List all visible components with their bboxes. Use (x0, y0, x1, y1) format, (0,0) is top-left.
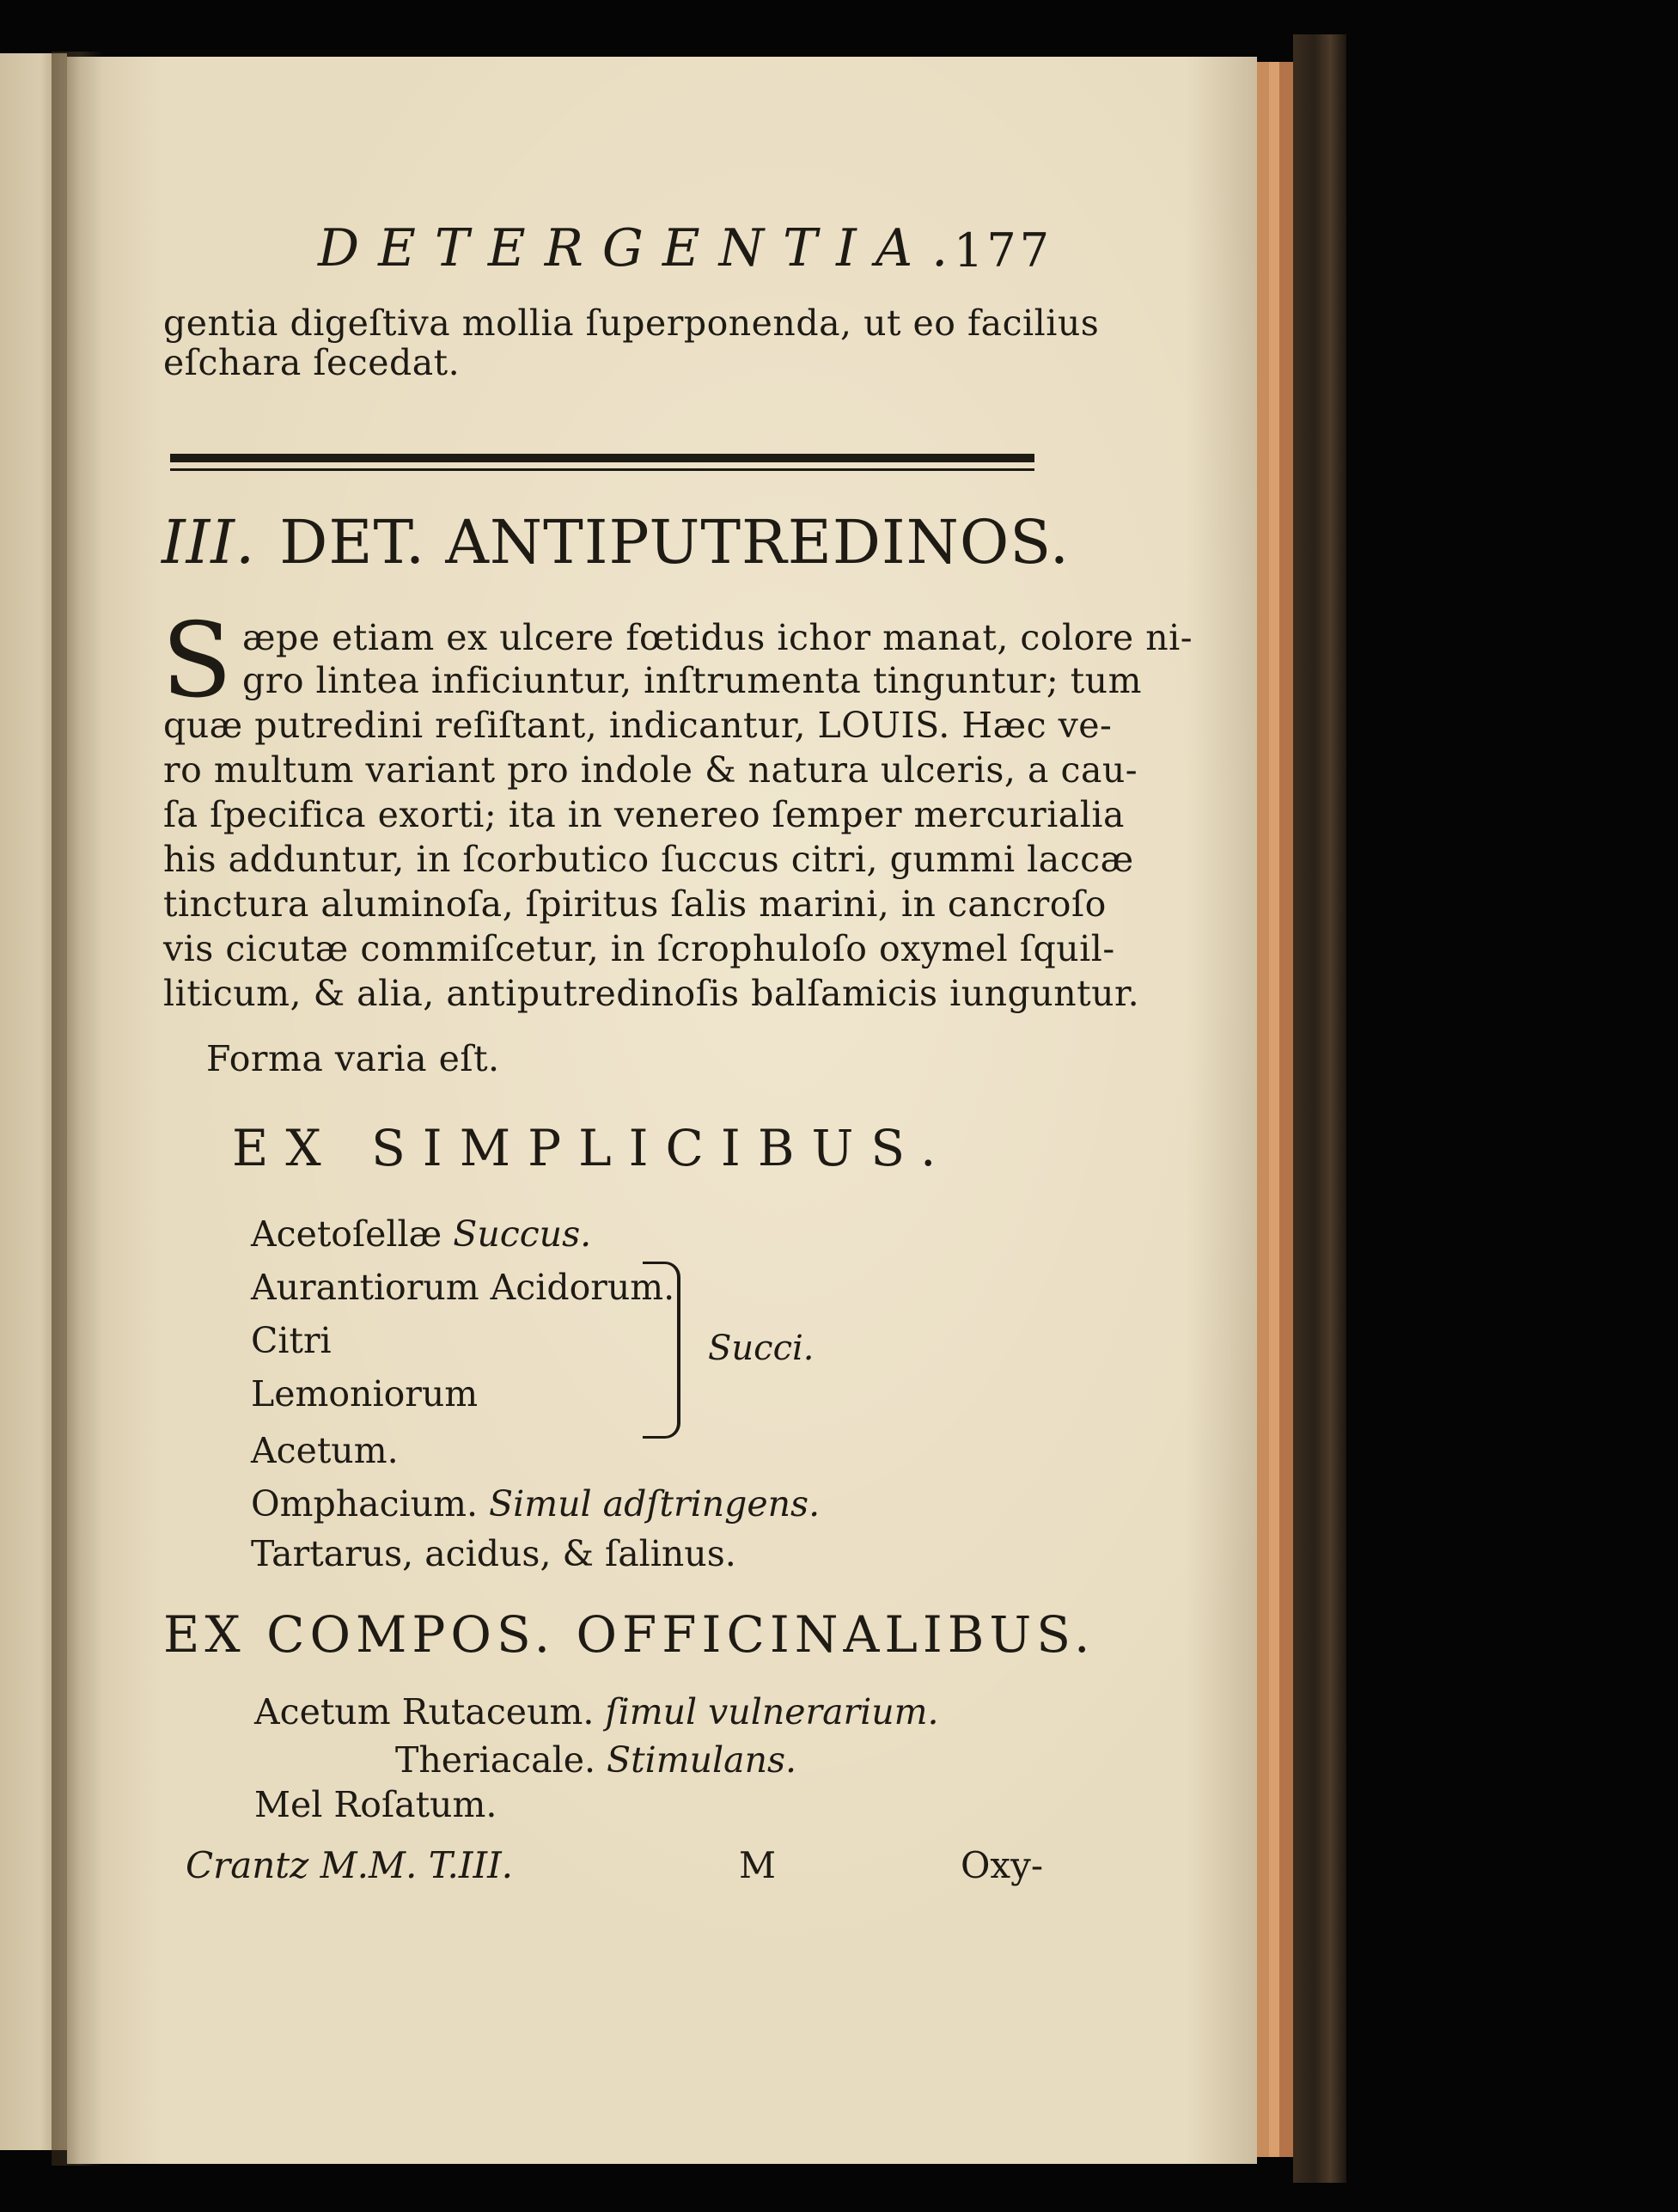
section-title-text: DET. ANTIPUTREDINOS. (279, 507, 1070, 577)
list-item (395, 1739, 796, 1781)
list-item: Mel Roſatum. (254, 1784, 497, 1825)
page-edges-2 (1269, 62, 1279, 2157)
item-name: Theriacale. (395, 1739, 595, 1781)
item-name: Acetum Rutaceum. (254, 1691, 595, 1732)
running-head: DETERGENTIA. (318, 218, 967, 278)
brace (643, 1262, 680, 1439)
list-item: Citri (251, 1320, 332, 1361)
paragraph-line: gro lintea inficiuntur, inſtrumenta tinguntur; tum (242, 660, 1142, 701)
item-note: ſimul vulnerarium. (605, 1691, 939, 1732)
list-item: Tartarus, acidus, & ſalinus. (251, 1533, 736, 1574)
list-item (251, 1213, 591, 1255)
heading-officinalibus: EX COMPOS. OFFICINALIBUS. (163, 1605, 1095, 1664)
paragraph-line: æpe etiam ex ulcere fœtidus ichor manat, colore ni- (242, 617, 1193, 658)
intro-line: eſchara ſecedat. (163, 342, 461, 383)
list-item (251, 1483, 820, 1525)
item-name: Omphacium. (251, 1483, 478, 1525)
section-number: III. (162, 507, 256, 577)
paragraph-line: ro multum variant pro indole & natura ulceris, a cau- (163, 749, 1138, 791)
item-note: Stimulans. (607, 1739, 797, 1781)
intro-line: gentia digeſtiva mollia ſuperponenda, ut eo facilius (163, 302, 1100, 344)
item-note: Simul adſtringens. (489, 1483, 821, 1525)
catchword: Oxy- (961, 1844, 1044, 1886)
item-note: Succus. (453, 1213, 592, 1255)
heading-simplicibus: EX SIMPLICIBUS. (232, 1119, 954, 1177)
signature-mark: M (739, 1844, 777, 1886)
paragraph-line: vis cicutæ commiſcetur, in ſcrophuloſo oxymel ſquil- (163, 928, 1115, 969)
item-name: Acetoſellæ (251, 1213, 442, 1255)
paragraph-line: quæ putredini reſiſtant, indicantur, LOUIS. Hæc ve- (163, 705, 1113, 746)
page-number: 177 (954, 223, 1053, 278)
section-title (162, 507, 1070, 577)
book-binding (1293, 34, 1346, 2183)
drop-cap: S (162, 602, 233, 721)
paragraph-line: ſa ſpecifica exorti; ita in venereo ſemper mercurialia (163, 794, 1125, 835)
page-edges (1257, 62, 1269, 2157)
section-rule (170, 454, 1034, 462)
paragraph-line: liticum, & alia, antiputredinoſis balſamicis iunguntur. (163, 973, 1140, 1014)
signature-reference: Crantz M.M. T.III. (186, 1844, 514, 1886)
page-edges-3 (1279, 62, 1293, 2157)
section-rule-thin (170, 468, 1034, 471)
list-item: Lemoniorum (251, 1373, 479, 1415)
list-item: Aurantiorum Acidorum. (251, 1267, 675, 1308)
brace-label: Succi. (708, 1329, 815, 1368)
paragraph-line: his adduntur, in ſcorbutico ſuccus citri, gummi laccæ (163, 839, 1134, 880)
paragraph-line: tinctura aluminoſa, ſpiritus ſalis marini, in cancroſo (163, 883, 1107, 925)
list-item: Acetum. (251, 1430, 399, 1471)
forma-line: Forma varia eſt. (206, 1038, 500, 1079)
list-item (254, 1691, 939, 1732)
gutter-shadow (52, 52, 103, 2166)
